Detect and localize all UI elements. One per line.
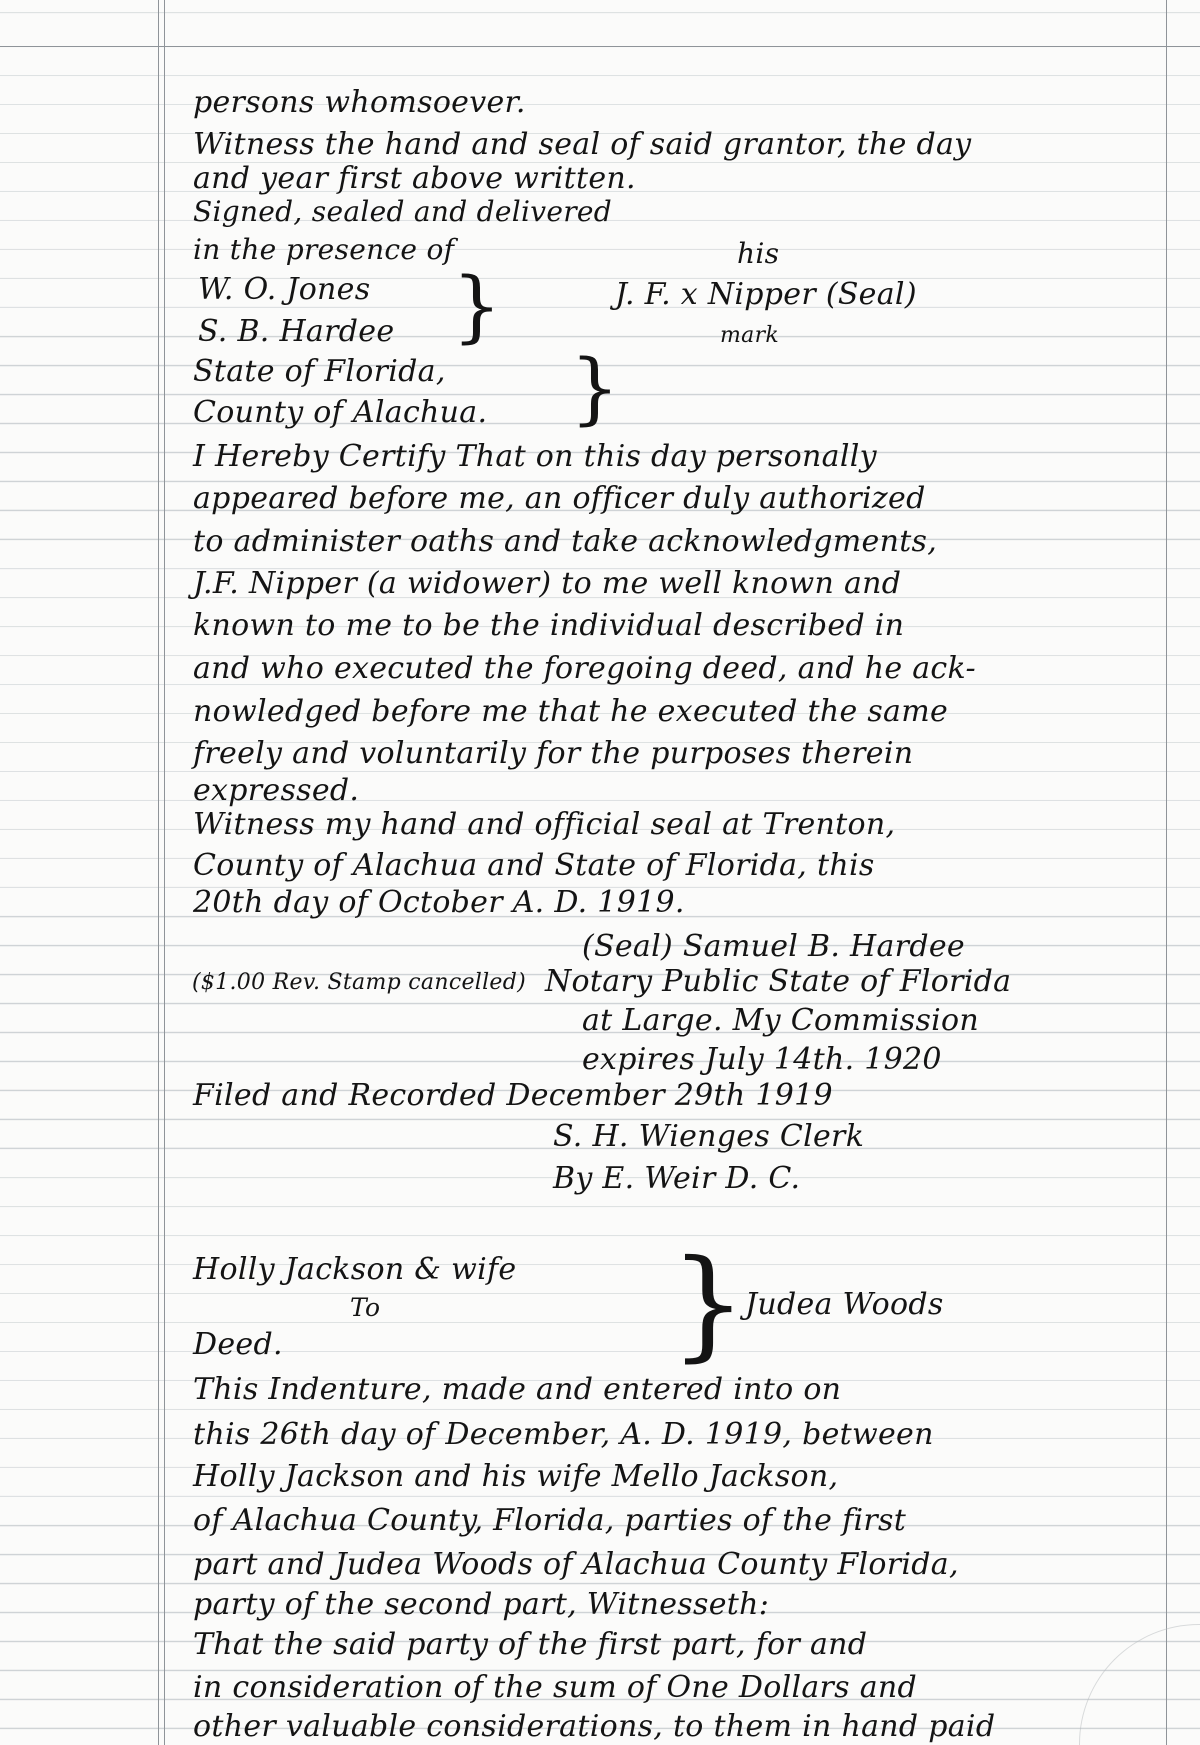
right-margin-rule — [1166, 0, 1167, 1745]
signature-mark: mark — [720, 323, 780, 348]
signature-his: his — [737, 237, 780, 270]
record-line: and year first above written. — [193, 161, 636, 196]
notary-signature: (Seal) Samuel B. Hardee — [582, 929, 965, 964]
left-margin-rule-inner — [164, 0, 165, 1745]
record-line: freely and voluntarily for the purposes therein — [193, 736, 914, 771]
record-line: in the presence of — [193, 233, 455, 266]
record-line: County of Alachua and State of Florida, this — [193, 848, 875, 883]
record-line: Signed, sealed and delivered — [193, 195, 612, 228]
record-line: part and Judea Woods of Alachua County Florida, — [193, 1547, 959, 1582]
record-line: this 26th day of December, A. D. 1919, between — [193, 1417, 934, 1452]
record-line: appeared before me, an officer duly authorized — [193, 481, 926, 516]
grantee-caption: Deed. — [193, 1327, 283, 1362]
grantor-signature: J. F. x Nipper (Seal) — [615, 277, 917, 312]
record-line: of Alachua County, Florida, parties of the first — [193, 1503, 907, 1538]
caption-to: To — [350, 1293, 381, 1322]
witness-name: S. B. Hardee — [198, 314, 395, 349]
deputy-clerk-signature: By E. Weir D. C. — [553, 1161, 801, 1196]
record-line: Holly Jackson and his wife Mello Jackson, — [193, 1459, 839, 1494]
left-margin-rule — [158, 0, 159, 1745]
record-line: to administer oaths and take acknowledgments, — [193, 524, 938, 559]
record-line: J.F. Nipper (a widower) to me well known and — [193, 566, 902, 601]
caption-brace: } — [670, 1235, 747, 1374]
instrument-type: Judea Woods — [745, 1287, 944, 1322]
notary-expiry: expires July 14th. 1920 — [582, 1042, 942, 1077]
top-margin-rule — [0, 46, 1200, 47]
record-line: in consideration of the sum of One Dollars and — [193, 1670, 918, 1705]
record-line: expressed. — [193, 773, 360, 808]
venue-county: County of Alachua. — [193, 395, 488, 430]
record-line: other valuable considerations, to them in hand paid — [193, 1709, 996, 1744]
venue-state: State of Florida, — [193, 354, 446, 389]
grantor-caption: Holly Jackson & wife — [193, 1252, 517, 1287]
witness-brace: } — [452, 262, 502, 352]
record-line: and who executed the foregoing deed, and he ack- — [193, 651, 976, 686]
notary-title: Notary Public State of Florida — [545, 964, 1012, 999]
record-line: party of the second part, Witnesseth: — [193, 1587, 770, 1622]
notary-commission: at Large. My Commission — [582, 1003, 980, 1038]
clerk-signature: S. H. Wienges Clerk — [553, 1119, 865, 1154]
page-corner-curl — [1079, 1624, 1200, 1745]
record-line: persons whomsoever. — [193, 85, 526, 120]
record-line: I Hereby Certify That on this day personally — [193, 439, 877, 474]
record-line: 20th day of October A. D. 1919. — [193, 885, 685, 920]
venue-brace: } — [570, 344, 620, 434]
record-line: This Indenture, made and entered into on — [193, 1372, 842, 1407]
witness-name: W. O. Jones — [198, 272, 371, 307]
record-line: known to me to be the individual described in — [193, 608, 905, 643]
filing-note: Filed and Recorded December 29th 1919 — [193, 1078, 833, 1113]
record-line: Witness my hand and official seal at Trenton, — [193, 807, 896, 842]
record-line: nowledged before me that he executed the same — [193, 694, 949, 729]
record-line: That the said party of the first part, for and — [193, 1627, 868, 1662]
record-line: Witness the hand and seal of said grantor, the day — [193, 127, 972, 162]
revenue-stamp-note: ($1.00 Rev. Stamp cancelled) — [192, 970, 527, 995]
